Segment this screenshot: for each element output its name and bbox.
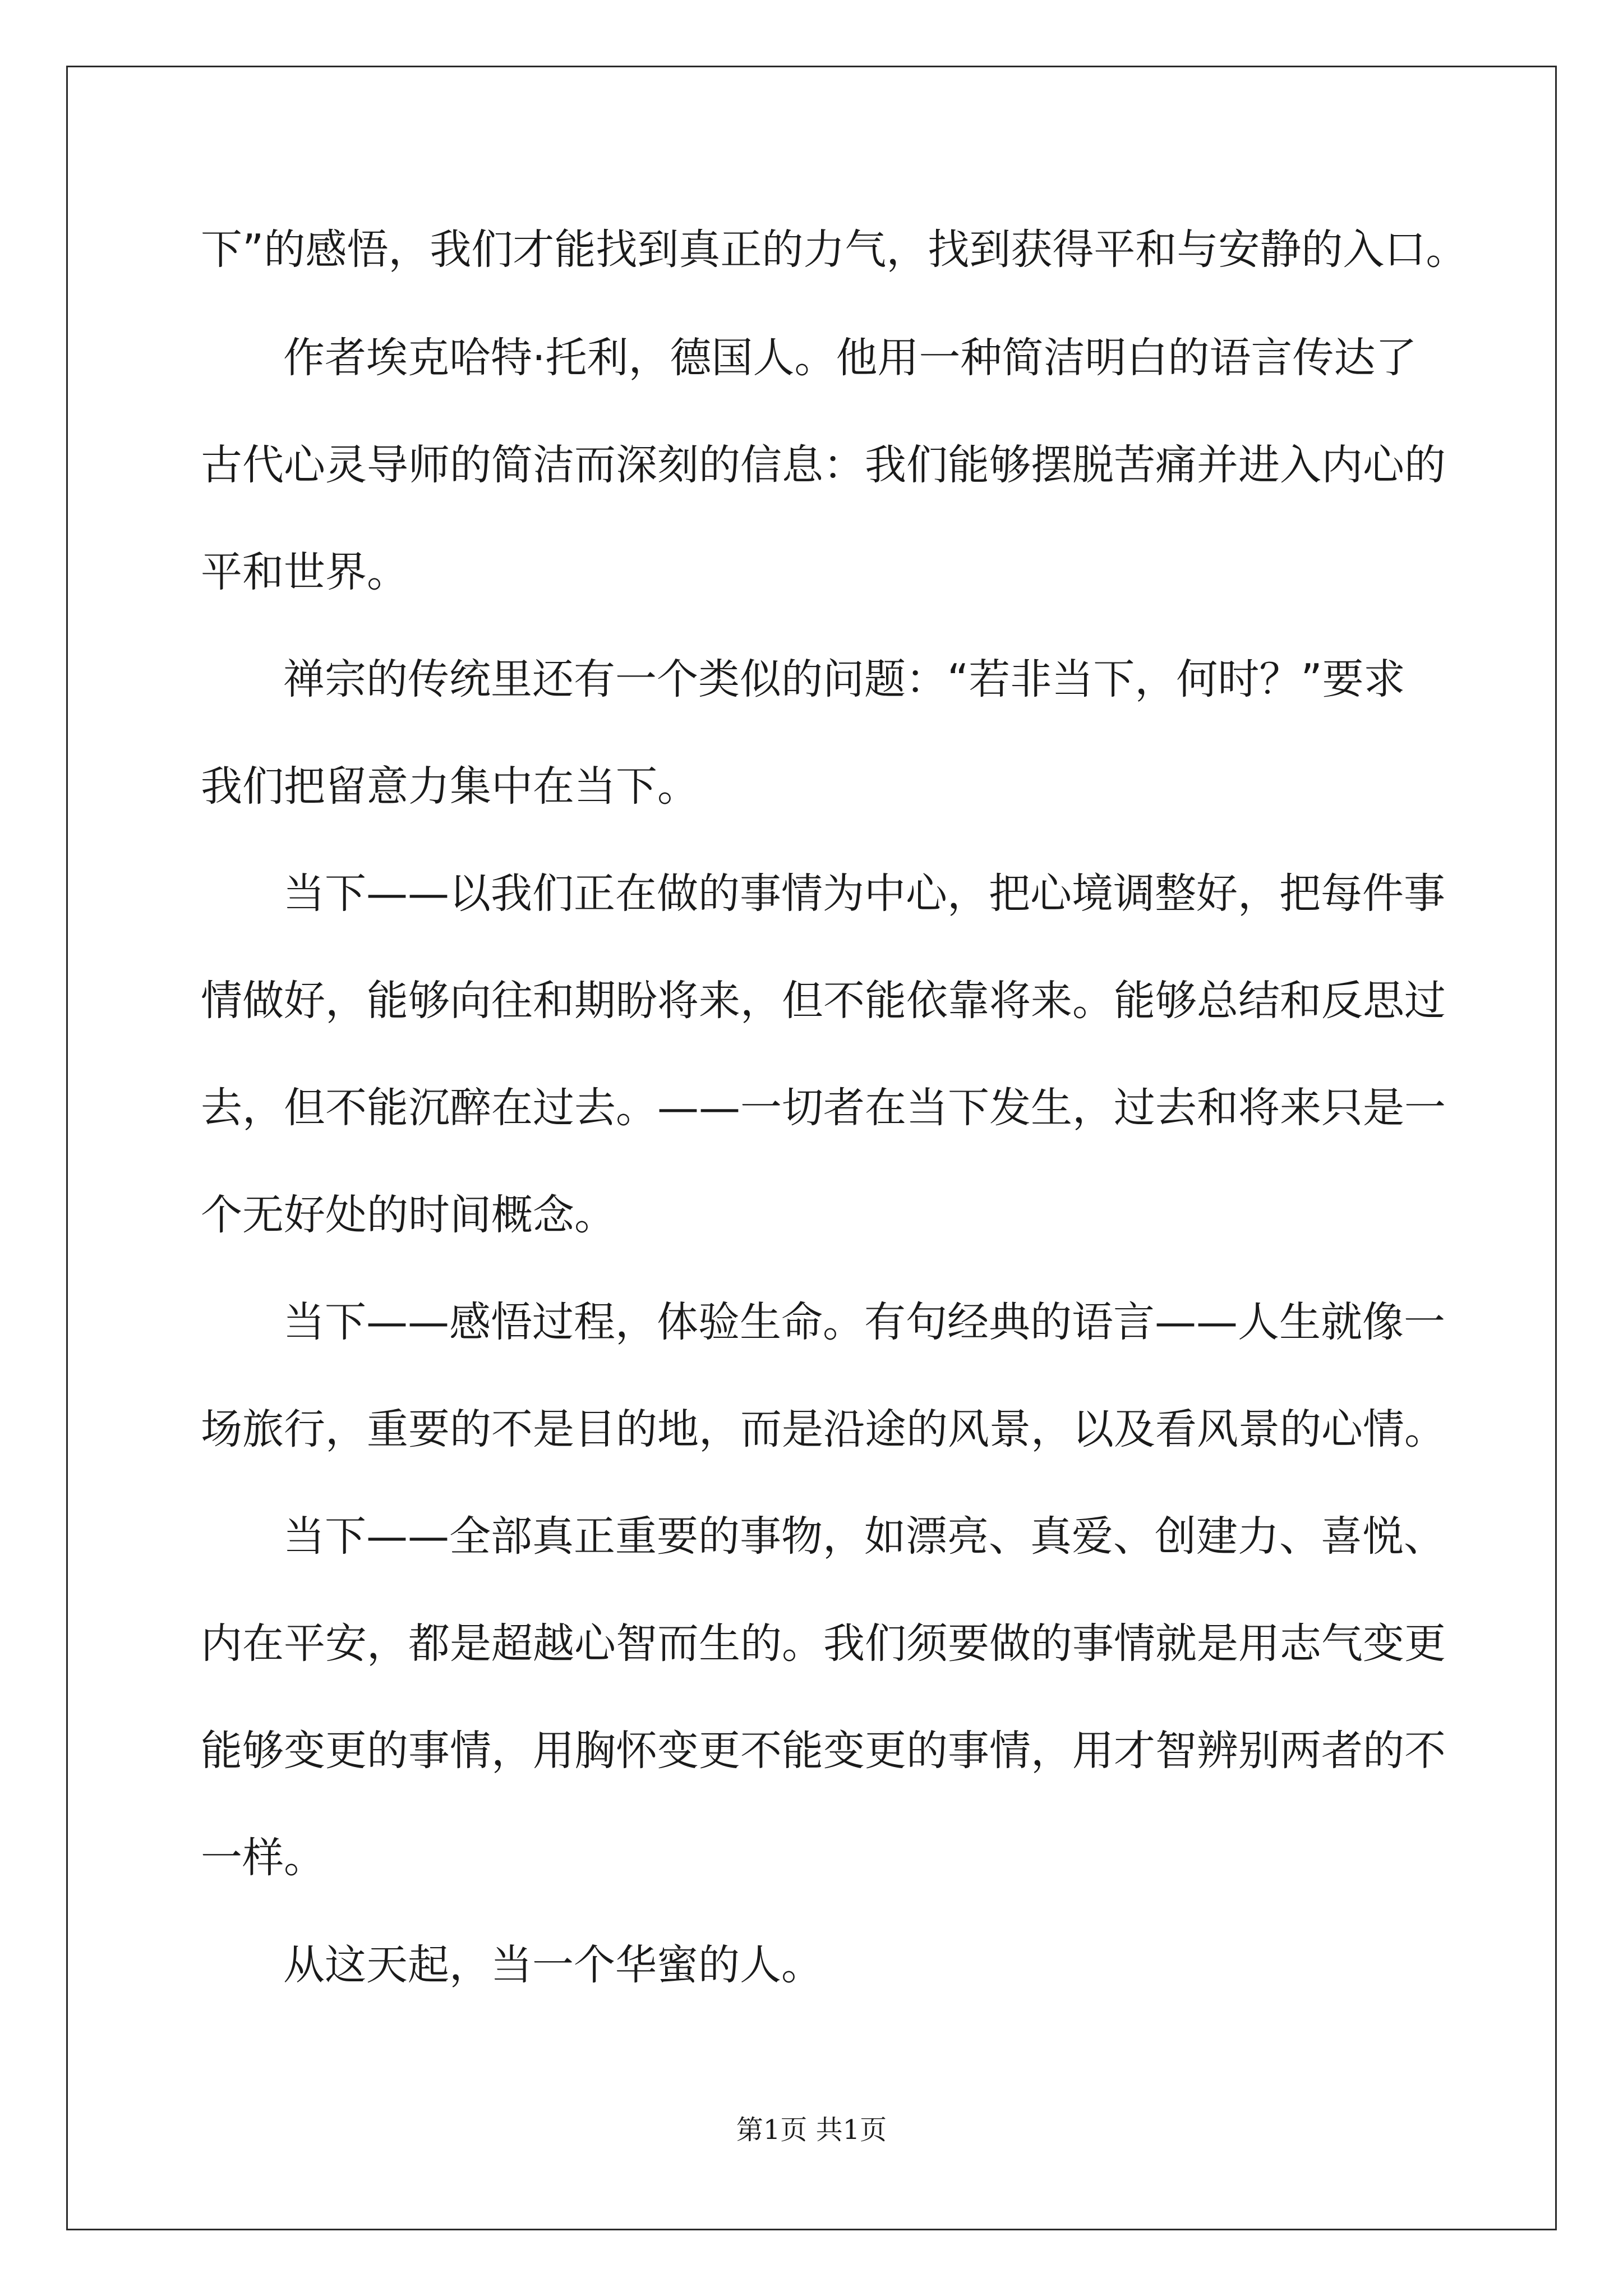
text-line-5: 禅宗的传统里还有一个类似的问题：“若非当下，何时？”要求	[283, 655, 1405, 703]
text-line-12: 场旅行，重要的不是目的地，而是沿途的风景，以及看风景的心情。	[201, 1405, 1446, 1453]
text-line-16: 一样。	[201, 1834, 325, 1882]
text-line-4: 平和世界。	[201, 548, 408, 596]
text-line-11: 当下——感悟过程，体验生命。有句经典的语言——人生就像一	[283, 1298, 1445, 1346]
text-line-13: 当下——全部真正重要的事物，如漂亮、真爱、创建力、喜悦、	[283, 1512, 1445, 1561]
text-line-15: 能够变更的事情，用胸怀变更不能变更的事情，用才智辨别两者的不	[201, 1727, 1446, 1775]
text-line-14: 内在平安，都是超越心智而生的。我们须要做的事情就是用志气变更	[201, 1619, 1446, 1668]
text-line-17: 从这天起，当一个华蜜的人。	[283, 1941, 823, 1989]
text-line-10: 个无好处的时间概念。	[201, 1191, 616, 1239]
text-line-6: 我们把留意力集中在当下。	[201, 762, 699, 811]
text-line-9: 去，但不能沉醉在过去。——一切者在当下发生，过去和将来只是一	[201, 1084, 1446, 1132]
text-line-2: 作者埃克哈特·托利，德国人。他用一种简洁明白的语言传达了	[283, 334, 1417, 382]
text-line-7: 当下——以我们正在做的事情为中心，把心境调整好，把每件事	[283, 869, 1445, 918]
text-line-1: 下”的感悟，我们才能找到真正的力气，找到获得平和与安静的入口。	[201, 226, 1468, 274]
page-number-footer: 第1页 共1页	[736, 2114, 887, 2146]
text-line-8: 情做好，能够向往和期盼将来，但不能依靠将来。能够总结和反思过	[201, 977, 1446, 1025]
page-border	[66, 66, 1557, 2230]
text-line-3: 古代心灵导师的简洁而深刻的信息：我们能够摆脱苦痛并进入内心的	[201, 441, 1446, 489]
